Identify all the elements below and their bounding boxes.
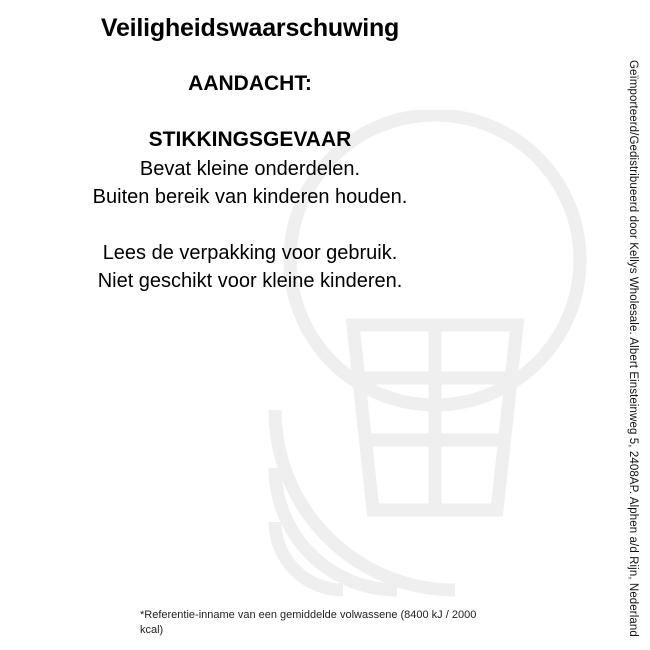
warning-line: Lees de verpakking voor gebruik. — [102, 242, 398, 264]
spacer — [0, 211, 500, 239]
importer-side-text-label: Geïmporteerd/Gedistribueerd door Kellys Wholesale. Albert Einsteinweg 5, 2408AP. Alphen a/d Rijn, Nederland — [627, 60, 639, 637]
warning-line: Niet geschikt voor kleine kinderen. — [97, 270, 403, 292]
hazard-heading: STIKKINGSGEVAAR — [148, 128, 352, 151]
page-title: Veiligheidswaarschuwing — [100, 14, 400, 42]
warning-text-block — [0, 155, 500, 295]
attention-heading: AANDACHT: — [188, 72, 312, 95]
importer-side-text — [622, 0, 644, 650]
warning-line: Bevat kleine onderdelen. — [139, 158, 361, 180]
warning-line: Buiten bereik van kinderen houden. — [92, 186, 408, 208]
footnote-text: *Referentie-inname van een gemiddelde volwassene (8400 kJ / 2000 kcal) — [140, 609, 477, 636]
